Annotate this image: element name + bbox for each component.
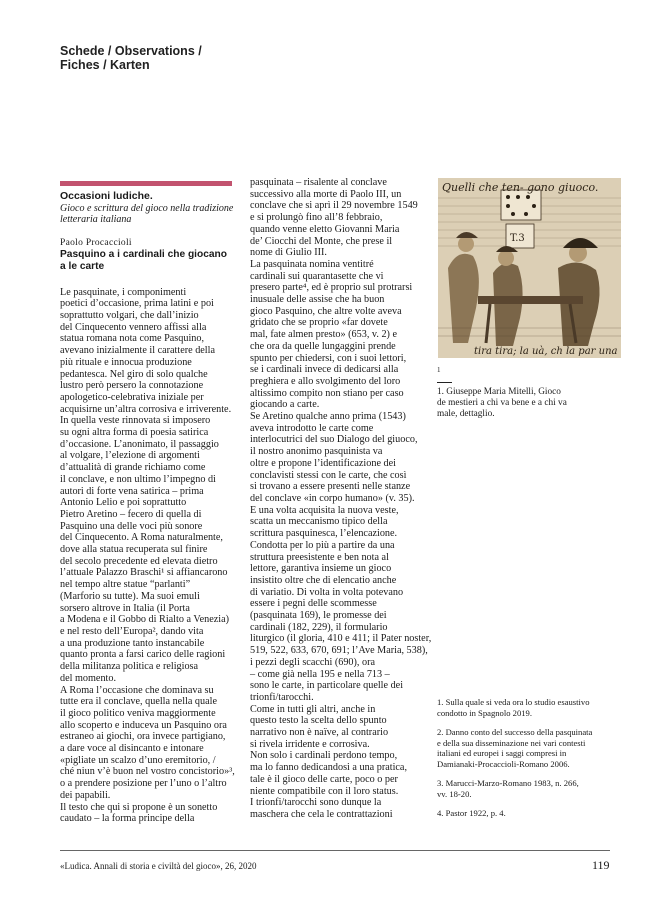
text-line: aveva introdotto le carte come [250,422,374,434]
text-line: il gioco politico veniva maggiormente [60,707,216,719]
figure-caption-block [437,378,617,420]
text-line: scatta un meccanismo tipico della [250,516,388,528]
text-line: caudato – la forma principe della [60,813,195,825]
page-number: 119 [592,858,610,872]
text-line: E una volta acquisita la nuova veste, [250,504,399,516]
footnotes [437,697,617,828]
text-line: Non solo i cardinali perdono tempo, [250,750,398,762]
text-line: sorsero altrove in Italia (il Porta [60,602,190,614]
text-line: d’attualità di grande richiamo come [60,462,206,474]
footnote [437,727,617,769]
text-line: La pasquinata nomina ventitré [250,258,374,270]
footnote-line: 2. Danno conto del successo della pasquinata [437,727,593,737]
text-line: successivo alla morte di Paolo III, un [250,188,402,200]
engraving-banner-text: Quelli che ten- gono giuoco. [442,181,599,194]
text-line: d’occasione. L’anonimato, il passaggio [60,438,219,450]
text-line: spunto per chiedersi, con i suoi lettori, [250,352,407,364]
footnote-line: 1. Sulla quale si veda ora lo studio esaustivo [437,697,590,707]
text-line: In quella veste rinnovata si imposero [60,415,211,427]
footnote-line: 4. Pastor 1922, p. 4. [437,808,506,818]
text-line: quanto pronta a farsi carico delle ragioni [60,649,226,661]
text-line: liturgico (il gloria, 410 e 411; il Pater noster, [250,633,432,645]
text-line: avevano inizialmente il carattere della [60,345,215,357]
header-line: Schede / Observations / [60,44,202,58]
text-line: soprattutto volgari, che dall’inizio [60,310,199,321]
text-line: questo testo la scelta dello spunto [250,715,387,727]
text-line: conclavisti stessi con le carte, che così [250,469,407,481]
footnote [437,697,617,718]
text-line: il nostro anonimo pasquinista va [250,446,383,458]
section-accent-bar [60,181,232,186]
text-line: a Modena e il Gobbo di Rialto a Venezia) [60,614,229,626]
text-line: trionfi/tarocchi. [250,691,314,703]
text-line: oltre e propone l’identificazione dei [250,457,396,469]
figure-engraving [438,178,621,358]
text-line: nel tempo altre statue “parlanti” [60,579,191,591]
footnote-line: Damianaki-Procaccioli-Romano 2006. [437,758,570,769]
text-line: I trionfi/tarocchi sono dunque la [250,797,382,809]
text-line: si trovano a essere presenti nelle stanze [250,481,411,493]
footnote-line: e della sua disseminazione nei vari contesti [437,737,586,748]
text-line: scrittura pasquinesca, l’elencazione. [250,528,398,540]
text-line: e si prolungò fino all’8 febbraio, [250,212,383,224]
text-line: Come in tutti gli altri, anche in [250,703,376,715]
text-line: inusuale delle assise che ha buon [250,294,385,306]
article-title [60,249,240,272]
text-line: (Marforio su tutte). Ma suoi emuli [60,590,200,602]
text-line: gioco Pasquino, che altre volte aveva [250,305,402,317]
text-line: del secolo precedente ed elevata dietro [60,555,218,567]
text-line: più rituale e innocua produzione [60,356,192,368]
text-line: acquisirne un’altra corrosiva e irriverente. [60,403,232,415]
text-line: niente compatibile con il loro status. [250,785,399,797]
text-line: del Cinquecento vennero affissi alla [60,321,207,333]
text-line: Le pasquinate, i componimenti [60,286,187,298]
text-line: l’attuale Palazzo Braschi¹ si affiancarono [60,567,228,579]
footnote [437,808,617,819]
text-line: tale è il gioco delle carte, poco o per [250,773,398,785]
text-line: lettore, garantiva insieme un gioco [250,563,392,575]
text-line: Pietro Aretino – fecero di quella di [60,508,202,520]
figure-number: 1 [437,366,441,374]
text-line: su ogni altra forma di poesia satirica [60,427,209,439]
text-line: interlocutrici del suo Dialogo del giuoco, [250,434,418,446]
text-line: del momento. [60,672,117,684]
caption-line: 1. Giuseppe Maria Mitelli, Gioco [437,387,561,397]
text-line: si rivela irridente e corrosiva. [250,738,370,750]
text-line: conclave che si aprì il 29 novembre 1549 [250,200,418,212]
text-line: ché niun v’è buon nel vostro concistorio»³, [60,766,235,778]
text-line: sono le carte, in particolare quelle dei [250,680,404,692]
text-line: narrativo non è naïve, al contrario [250,727,389,739]
text-line: «pigliate un scalzo d’uno eremitorio, / [60,754,216,766]
text-line: al volgare, l’elezione di argomenti [60,450,200,462]
caption-line: de mestieri a chi va bene e a chi va [437,398,567,408]
text-line: dei papabili. [60,789,111,801]
body-text-left [60,287,240,825]
text-line: i pezzi degli scacchi (690), ora [250,656,376,668]
subtitle-line: letteraria italiana [60,214,132,226]
journal-citation: «Ludica. Annali di storia e civiltà del gioco», 26, 2020 [60,861,257,871]
text-line: preghiera e allo svolgimento del loro [250,375,401,387]
text-line: quando venne eletto Giovanni Maria [250,223,400,235]
text-line: allo scoperto e induceva un Pasquino ora [60,719,227,731]
text-line: de’ Ciocchi del Monte, che prese il [250,235,393,247]
header-line: Fiches / Karten [60,58,150,72]
text-line: a dare voce al disincanto e intonare [60,743,204,755]
caption-rule [437,382,452,383]
text-line: presero parte⁴, ed è proprio sul protrarsi [250,282,413,294]
text-line: essere i pegni delle scommesse [250,598,377,610]
caption-line: male, dettaglio. [437,409,495,419]
text-line: A Roma l’occasione che dominava su [60,684,214,696]
text-line: tutte era il conclave, quella nella quale [60,696,217,708]
text-line: gridato che se proprio «far dovete [250,317,388,329]
subtitle-line: Gioco e scrittura del gioco nella tradizione [60,202,234,214]
footnote-line: vv. 18-20. [437,788,472,799]
footer-rule [60,850,610,851]
text-line: – come già nella 195 e nella 713 – [250,668,390,680]
text-line: altissimo compito non stiano per caso [250,387,404,399]
engraving-image [438,178,621,358]
text-line: autori di forte vena satirica – prima [60,485,204,497]
text-line: nome di Giulio III. [250,247,327,259]
text-line: che ora da quelle lungaggini prende [250,340,396,352]
text-line: statua romana nota come Pasquino, [60,333,205,345]
text-line: ma lo fanno dedicandosi a una pratica, [250,762,407,774]
engraving-card-label: T.3 [510,233,525,244]
article-author: Paolo Procaccioli [60,237,132,248]
text-line: Pasquino una delle voci più sonore [60,520,203,532]
text-line: dove alla statua recuperata sul finire [60,544,208,556]
footnote-line: condotto in Spagnolo 2019. [437,707,533,718]
text-line: insistito oltre che di elencatio anche [250,574,397,586]
title-line: a le carte [60,261,105,272]
text-line: maschera che cela le contrattazioni [250,808,393,820]
section-title: Occasioni ludiche. [60,190,153,202]
text-line: cardinali sui quarantasette che vi [250,270,384,282]
text-line: del conclave «in corpo humano» (v. 35). [250,492,415,504]
text-line: della militanza politica e religiosa [60,661,199,673]
text-line: il conclave, e non ultimo l’impegno di [60,473,216,485]
text-line: Antonio Lelio e poi soprattutto [60,497,187,509]
footnote [437,778,617,799]
footnote-line: italiani ed europei i saggi compresi in [437,748,567,758]
text-line: apologetico-celebrativa iniziale per [60,391,204,403]
text-line: del Cinquecento. A Roma naturalmente, [60,532,223,544]
text-line: Condotta per lo più a partire da una [250,539,395,551]
text-line: Il testo che qui si propone è un sonetto [60,801,218,813]
text-line: Se Aretino qualche anno prima (1543) [250,411,406,423]
text-line: o a prendere posizione per l’uno o l’altro [60,778,227,790]
title-line: Pasquino a i cardinali che giocano [60,249,228,261]
text-line: e nel resto dell’Europa², dando vita [60,625,204,637]
section-header [60,44,202,72]
text-line: mal, fate almen presto» (653, v. 2) e [250,329,398,341]
footnote-line: 3. Marucci-Marzo-Romano 1983, n. 266, [437,778,579,788]
figure-caption [437,387,617,420]
text-line: di variatio. Di volta in volta potevano [250,586,404,598]
text-line: estraneo ai giochi, ora invece partigiano, [60,731,226,743]
text-line: (pasquinata 169), le promesse dei [250,610,387,622]
text-line: giocando a carte. [250,399,320,411]
text-line: cardinali (182, 229), il formulario [250,621,388,633]
text-line: pedantesca. Nel giro di solo qualche [60,368,208,380]
text-line: poetici d’occasione, prima latini e poi [60,298,214,310]
section-subtitle [60,203,240,226]
text-line: pasquinata – risalente al conclave [250,177,387,188]
text-line: struttura preesistente e ben nota al [250,551,389,563]
text-line: a una produzione tanto instancabile [60,637,205,649]
engraving-bottom-text: tira tira; la uà, ch la par una [474,346,618,357]
text-line: 519, 522, 633, 670, 691; l’Ave Maria, 538), [250,645,428,657]
column-left [60,191,240,825]
body-text-middle [250,177,432,821]
text-line: se i cardinali invece di dedicarsi alla [250,364,399,376]
text-line: lustro però persero la connotazione [60,380,204,392]
